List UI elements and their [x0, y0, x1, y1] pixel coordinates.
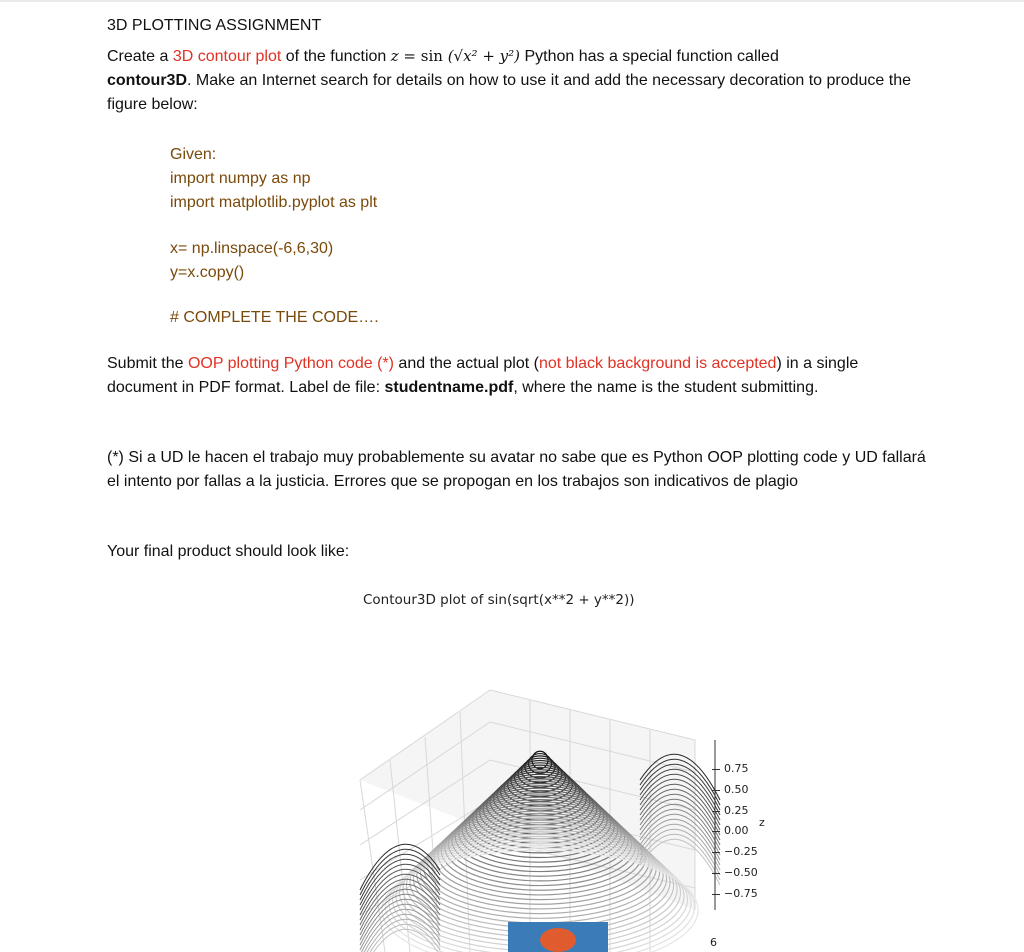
z-tick-mark	[712, 894, 720, 895]
given-block	[170, 143, 377, 215]
z-tick-mark	[712, 811, 720, 812]
given-label: Given:	[170, 146, 217, 163]
contour3d-figure	[340, 660, 740, 952]
submit-paragraph: Submit the OOP plotting Python code (*) and the actual plot (not black background is accepted) in a single document in PDF format. Label de file: studentname.pdf, where the name is the student submitting.	[107, 355, 859, 396]
plot-type-highlight: 3D contour plot	[172, 48, 282, 65]
assignment-document	[107, 14, 927, 117]
assignment-heading: 3D PLOTTING ASSIGNMENT	[107, 17, 322, 34]
z-tick-mark	[712, 831, 720, 832]
given-code-block	[170, 237, 333, 285]
intro-paragraph: Create a 3D contour plot of the function z = sin (√x² + y²) Python has a special function called contour3D. Make an Internet search for details on how to use it and add the necessary decoration to produce the figure below:	[107, 47, 911, 113]
z-tick-mark	[712, 790, 720, 791]
code-line-y: y=x.copy()	[170, 264, 245, 281]
z-tick-label: −0.75	[724, 886, 758, 900]
contour-ridge	[360, 904, 440, 950]
final-product-text: Your final product should look like:	[107, 543, 350, 560]
note-paragraph: (*) Si a UD le hacen el trabajo muy probablemente su avatar no sabe que es Python OOP plotting code y UD fallará el intento por fallas a la justicia. Errores que se propogan en los trabajos son indicativos de plagio	[107, 449, 926, 490]
code-line: import matplotlib.pyplot as plt	[170, 194, 378, 211]
function-name: contour3D	[107, 72, 187, 89]
z-tick-label: 0.50	[724, 782, 749, 796]
page-top-rule	[0, 0, 1024, 2]
z-tick-mark	[712, 852, 720, 853]
avatar-thumbnail-figure	[540, 928, 576, 952]
z-tick-label: 0.75	[724, 762, 749, 775]
chart-title: Contour3D plot of sin(sqrt(x**2 + y**2))	[363, 592, 635, 608]
oop-code-highlight: OOP plotting Python code (*)	[187, 355, 394, 372]
z-tick-label: 0.00	[724, 824, 749, 838]
z-tick-label: −0.50	[724, 866, 758, 879]
z-tick-label: 0.25	[724, 803, 749, 817]
z-axis-label: z	[759, 816, 765, 829]
z-tick-mark	[712, 769, 720, 770]
x-axis-tick-label: 6	[710, 936, 717, 949]
code-line-x: x= np.linspace(-6,6,30)	[170, 240, 334, 257]
z-tick-label: −0.25	[724, 845, 758, 859]
code-line: import numpy as np	[170, 170, 311, 187]
complete-code-comment: # COMPLETE THE CODE….	[170, 309, 379, 326]
left-pane-edge	[360, 780, 385, 952]
filename: studentname.pdf	[384, 379, 514, 396]
z-tick-mark	[712, 873, 720, 874]
background-note-highlight: not black background is accepted	[538, 355, 777, 372]
function-formula: z = sin (√x² + y²)	[390, 47, 521, 65]
